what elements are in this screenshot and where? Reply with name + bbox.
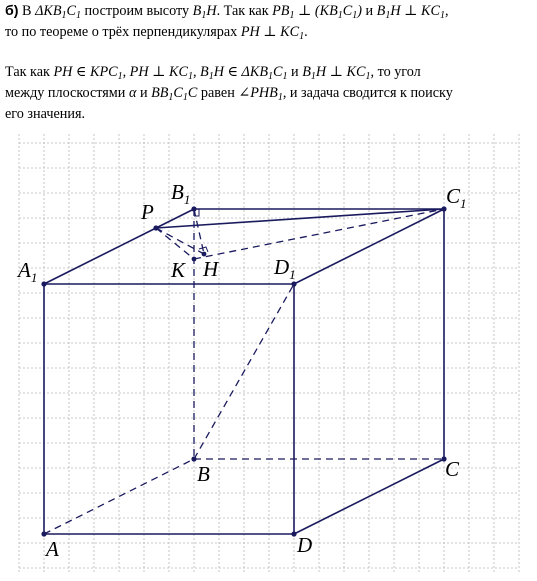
paragraph-2: Так как PH ∈ $KPC_1$, PH ⊥ $KC_1$, $B_1H$ ∈ $\Delta KB_1C_1$ и $B_1H$ ⊥ $KC_1$, то угол между плоскостями α и $BB_1C_1C$ равен $\angle PHB_1$, и задача сводится к поиску его значения. [5, 64, 453, 122]
point-b [191, 456, 196, 461]
text: . [304, 24, 308, 40]
text: и [361, 3, 377, 19]
part-label: б) [5, 3, 19, 19]
edge-a1-p [44, 228, 156, 284]
label-b1: $B_1$ [171, 180, 191, 207]
point-p [153, 225, 158, 230]
text: то по теореме о трёх перпендикулярах [5, 24, 241, 40]
label-c1: $C_1$ [446, 184, 467, 211]
label-d1: $D_1$ [274, 255, 296, 282]
math: $B_1H$ ⊥ $KC_1$ [302, 64, 371, 82]
math: PH ⊥ $KC_1$ [240, 24, 305, 42]
point-b1 [191, 206, 196, 211]
label-a: A [46, 537, 59, 561]
math: $PB_1$ ⊥ $(KB_1C_1)$ [272, 3, 362, 21]
label-b: B [197, 462, 210, 486]
math: $\angle PHB_1$ [238, 85, 283, 103]
label-a1: $A_1$ [18, 258, 38, 285]
math: $B_1H$ ⊥ $KC_1$ [376, 3, 445, 21]
math: α [128, 85, 137, 101]
point-a [41, 531, 46, 536]
math: PH ∈ $KPC_1$ [53, 64, 123, 82]
label-d: D [297, 533, 313, 557]
text: построим высоту [81, 3, 193, 19]
math: $\Delta KB_1C_1$ [35, 3, 81, 21]
right-angle-marks [194, 209, 208, 252]
text: В [22, 3, 36, 19]
point-a1 [41, 281, 46, 286]
text: , [444, 3, 449, 19]
text: Так как [5, 64, 54, 80]
math: $B_1H$ [192, 3, 217, 21]
point-d1 [291, 281, 296, 286]
edge-d1-c1 [294, 209, 444, 284]
cube-hidden-edges [44, 209, 444, 534]
point-h [202, 252, 207, 257]
math: PH ⊥ $KC_1$ [129, 64, 193, 82]
line-p-h [156, 228, 204, 254]
label-p: P [141, 200, 154, 224]
point-k [192, 257, 197, 262]
math: $B_1H$ ∈ $\Delta KB_1C_1$ [200, 64, 288, 82]
label-c: C [445, 457, 460, 481]
vertex-labels [16, 180, 467, 561]
line-p-k [156, 228, 194, 259]
label-h: H [203, 257, 219, 281]
label-k: K [171, 258, 186, 282]
math: $BB_1C_1C$ [151, 85, 198, 103]
text: . Так как [216, 3, 273, 19]
point-d [291, 531, 296, 536]
